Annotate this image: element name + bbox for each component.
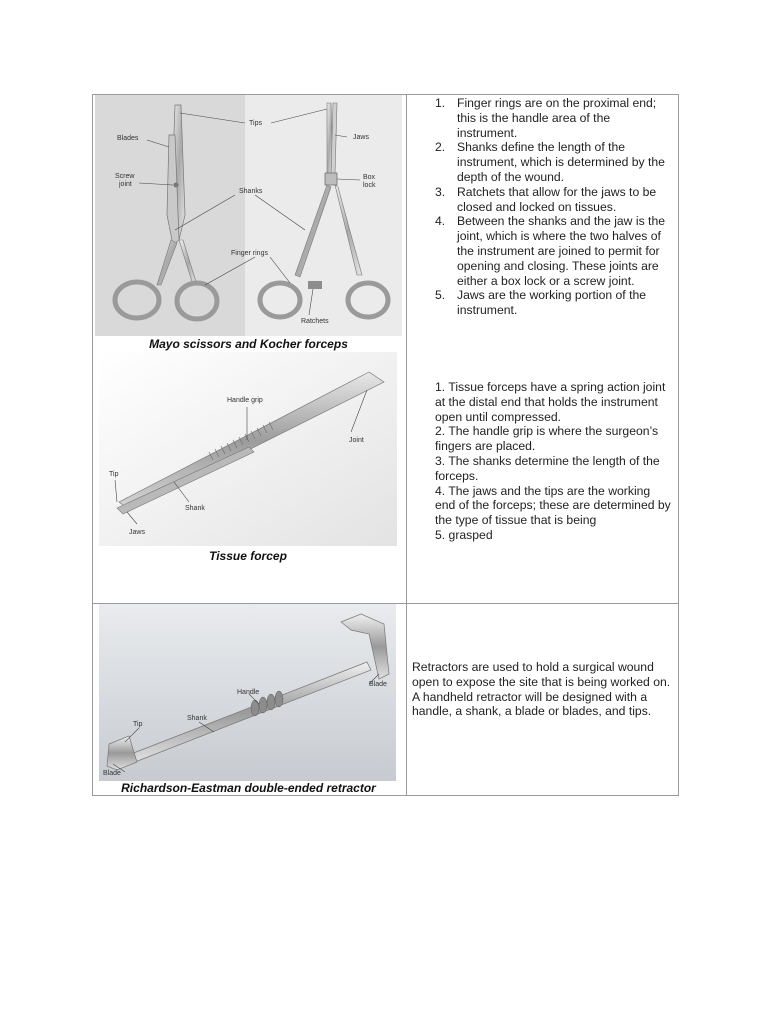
- scissors-forceps-photo: [95, 95, 402, 336]
- forcep-line-5: 5. grasped: [435, 527, 493, 542]
- label-blades: Blades: [117, 135, 139, 142]
- retractor-photo: [99, 604, 396, 781]
- tissue-forceps-illustration: [99, 352, 397, 546]
- table-left-border: [92, 94, 93, 796]
- row3-text: [412, 660, 674, 719]
- list-item: 2. Shanks define the length of the instrument, which is determined by the depth of the wound.: [435, 140, 665, 184]
- tissue-forceps-photo: [99, 352, 397, 546]
- table-middle-border: [406, 94, 407, 796]
- label-handle-grip: Handle grip: [227, 397, 263, 404]
- label-shank: Shank: [185, 505, 205, 512]
- caption-retractor: Richardson-Eastman double-ended retractor: [121, 781, 376, 795]
- row1-numbered-list: [435, 96, 673, 318]
- forcep-line-2: 2. The handle grip is where the surgeon’s fingers are placed.: [435, 424, 659, 454]
- label-handle: Handle: [237, 689, 260, 696]
- list-item: 4. Between the shanks and the jaw is the joint, which is where the two halves of the instrument are joined to permit for opening and closing. These joints are either a box lock or a screw joint.: [435, 214, 665, 288]
- row2-text: [435, 380, 673, 543]
- table-right-border: [678, 94, 679, 796]
- label-tip: Tip: [109, 471, 119, 478]
- label-joint: Joint: [349, 437, 364, 444]
- label-box-lock-2: lock: [363, 182, 376, 189]
- scissors-forceps-illustration: [95, 95, 402, 336]
- label-jaws-forcep: Jaws: [129, 529, 145, 536]
- label-shank-retractor: Shank: [187, 715, 207, 722]
- label-finger-rings: Finger rings: [231, 250, 268, 257]
- label-ratchets: Ratchets: [301, 318, 329, 325]
- retractor-paragraph: Retractors are used to hold a surgical wound open to expose the site that is being worked on. A handheld retractor will be designed with a handle, a shank, a blade or blades, and tips.: [412, 660, 671, 719]
- label-blade-top: Blade: [369, 681, 387, 688]
- caption-scissors-forceps: Mayo scissors and Kocher forceps: [149, 337, 348, 351]
- retractor-illustration: [99, 604, 396, 781]
- label-blade-bottom: Blade: [103, 770, 121, 777]
- label-screw-joint-2: joint: [119, 181, 132, 188]
- label-jaws: Jaws: [353, 134, 369, 141]
- label-box-lock-1: Box: [363, 174, 376, 181]
- caption-tissue-forcep: Tissue forcep: [209, 549, 287, 563]
- forcep-line-3: 3. The shanks determine the length of the forceps.: [435, 453, 660, 483]
- forcep-line-4: 4. The jaws and the tips are the working end of the forceps; these are determined by the type of tissue that is being: [435, 483, 671, 528]
- table-bottom-border: [92, 795, 678, 796]
- label-screw-joint-1: Screw: [115, 173, 135, 180]
- label-tips: Tips: [249, 120, 262, 127]
- forcep-line-1: 1. Tissue forceps have a spring action joint at the distal end that holds the instrument open until compressed.: [435, 380, 666, 424]
- label-tip-retractor: Tip: [133, 721, 143, 728]
- list-item: 3. Ratchets that allow for the jaws to be closed and locked on tissues.: [435, 184, 657, 214]
- label-shanks: Shanks: [239, 188, 263, 195]
- list-item: 5. Jaws are the working portion of the instrument.: [435, 288, 647, 318]
- list-item: 1. Finger rings are on the proximal end; this is the handle area of the instrument.: [435, 96, 657, 140]
